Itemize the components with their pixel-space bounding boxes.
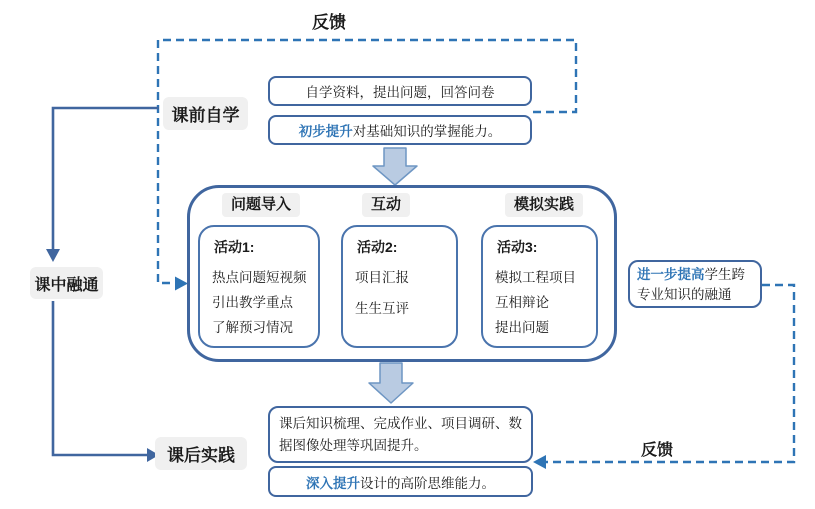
stage-label-pre-class: 课前自学 [163,97,248,130]
activity-2-title: 活动2: [357,239,398,255]
feedback-bottom-label: 反馈 [641,442,674,459]
pre-class-tasks-box [268,76,532,106]
in-class-outcome-box [628,260,762,308]
activity-3-line: 提出问题 [495,320,549,335]
in-class-outcome-highlight: 进一步提高 [637,267,705,282]
activity-2-line: 生生互评 [355,301,409,316]
pre-class-outcome-box [268,115,532,145]
stage-connector-bottom-line [53,301,147,455]
phase-header-interaction: 互动 [362,193,410,217]
post-class-outcome-box [268,466,533,497]
feedback-bottom-arrowhead-icon [533,455,546,469]
post-class-outcome-highlight: 深入提升 [306,475,360,491]
feedback-top-label: 反馈 [312,13,346,32]
post-class-tasks-box [268,406,533,463]
activity-3-title: 活动3: [497,239,538,255]
stage-label-in-class: 课中融通 [30,267,103,299]
phase-header-simulated-practice: 模拟实践 [505,193,583,217]
down-block-arrow-top-icon [373,148,417,185]
activity-1-line: 热点问题短视频 [212,270,307,285]
activity-1-line: 了解预习情况 [212,320,293,335]
stage-connector-top-line [53,108,159,249]
pre-class-outcome-highlight: 初步提升 [298,124,353,139]
activity-2-box [341,225,458,348]
activity-1-line: 引出教学重点 [212,295,293,310]
pre-class-outcome-rest: 对基础知识的掌握能力。 [352,124,502,139]
activity-3-line: 互相辩论 [495,295,549,310]
phase-header-problem-intro: 问题导入 [222,193,300,217]
stage-label-post-class: 课后实践 [155,437,247,470]
activity-3-line: 模拟工程项目 [495,270,576,285]
activity-1-box [198,225,320,348]
pre-class-tasks-text: 自学资料，提出问题，回答问卷 [305,85,495,100]
activity-1-title: 活动1: [214,239,255,255]
activity-2-line: 项目汇报 [355,270,409,285]
down-block-arrow-bottom-icon [369,363,413,403]
post-class-outcome-rest: 设计的高阶思维能力。 [360,475,495,491]
stage-connector-down-arrowhead-icon [46,249,60,262]
activity-3-box [481,225,598,348]
post-class-tasks-text: 课后知识梳理、完成作业、项目调研、数据图像处理等巩固提升。 [279,416,522,453]
in-class-outcome-rest: 学生跨专业知识的融通 [637,267,745,302]
